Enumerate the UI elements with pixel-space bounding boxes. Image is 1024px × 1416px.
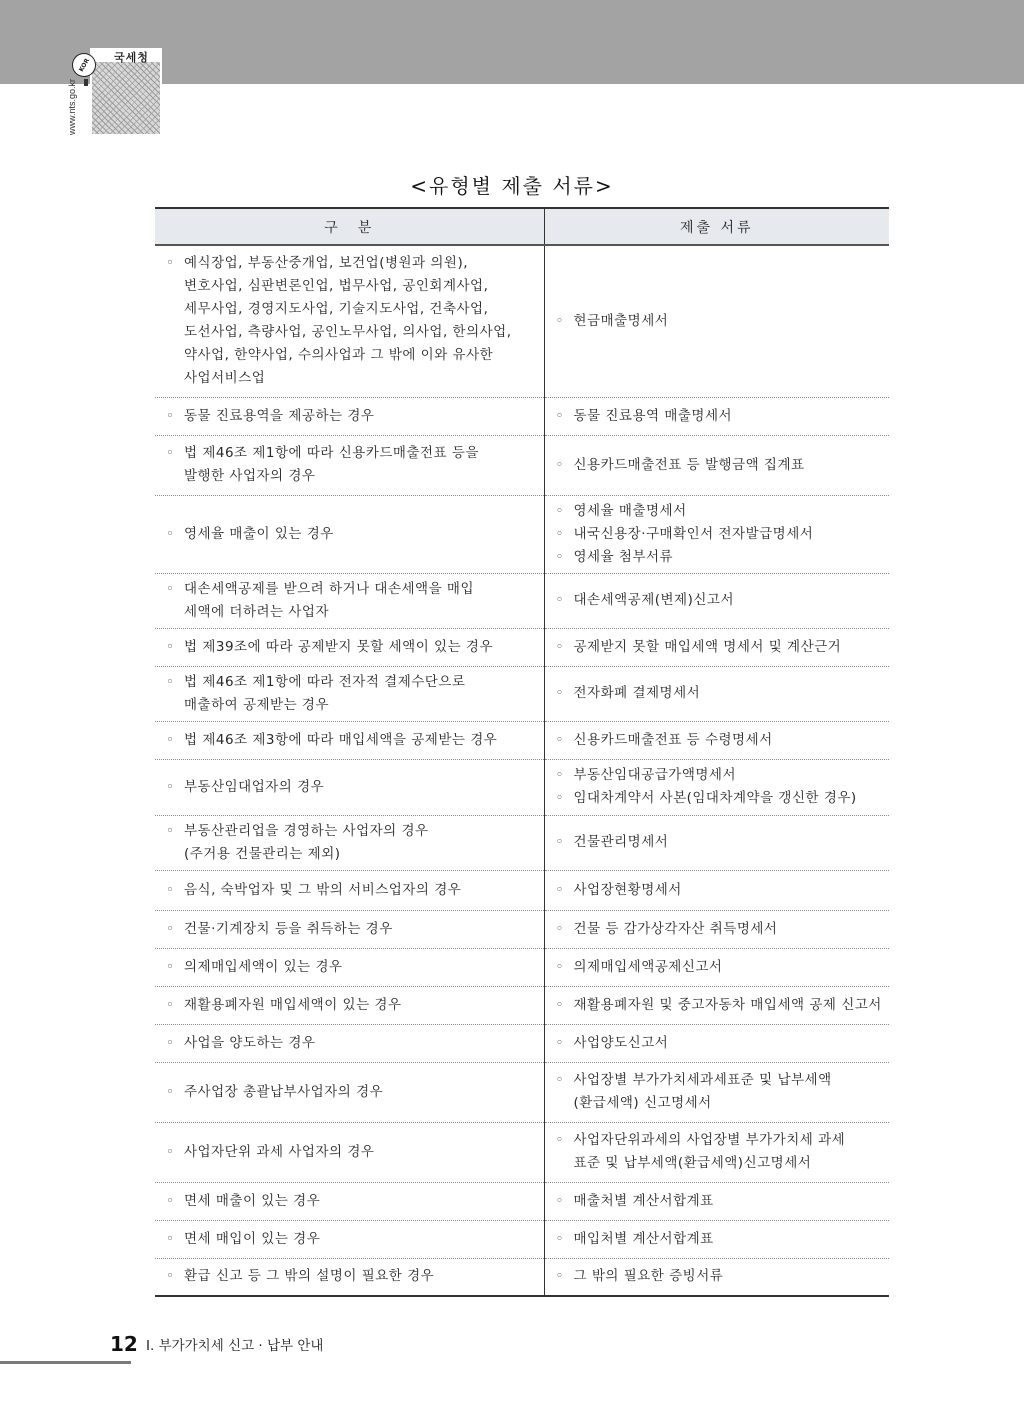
table-row [155,495,889,573]
bullet-icon: ◦ [555,790,564,806]
document-item [556,1265,886,1288]
category-line: 건물·기계장치 등을 취득하는 경우 [184,920,393,937]
document-line: 동물 진료용역 매출명세서 [573,407,733,424]
category-cell [155,1220,544,1258]
bullet-icon: ◦ [555,407,564,424]
table-row [155,948,889,986]
bullet-icon: ◦ [166,525,175,542]
bullet-icon: ◦ [166,673,175,690]
bullet-icon: ◦ [555,1132,564,1148]
category-item [166,1228,540,1251]
bullet-icon: ◦ [555,1268,564,1285]
category-line: (주거용 건물관리는 제외) [184,845,341,862]
table-row [155,573,889,628]
documents-cell [544,666,889,721]
table-row [155,721,889,759]
category-line: 법 제46조 제3항에 따라 매입세액을 공제받는 경우 [184,731,498,748]
document-line: 전자화폐 결제명세서 [573,685,701,701]
category-line: 약사업, 한약사업, 수의사업과 그 밖에 이와 유사한 [184,347,494,364]
document-line: 사업장별 부가가치세과세표준 및 납부세액 [573,1072,832,1088]
document-line: 표준 및 납부세액(환급세액)신고명세서 [573,1155,812,1171]
page-number: 12 [110,1332,138,1356]
table-title: <유형별 제출 서류> [410,174,614,198]
category-cell [155,666,544,721]
category-cell [155,435,544,495]
document-line: 신용카드매출전표 등 발행금액 집계표 [573,456,805,473]
category-cell [155,948,544,986]
column-header-category: 구 분 [155,208,544,245]
category-cell [155,495,544,573]
document-line: 재활용폐자원 및 중고자동차 매입세액 공제 신고서 [573,996,882,1013]
document-item [556,956,886,979]
documents-cell [544,815,889,870]
documents-cell [544,628,889,666]
column-header-documents: 제출 서류 [544,208,889,245]
bullet-icon: ◦ [166,1143,175,1160]
category-cell [155,815,544,870]
bullet-icon: ◦ [166,996,175,1013]
documents-cell [544,1122,889,1182]
documents-cell [544,1062,889,1122]
table-row [155,435,889,495]
document-item [556,729,886,752]
bullet-icon: ◦ [555,996,564,1013]
document-line: 매입처별 계산서합계표 [573,1230,714,1247]
bullet-icon: ◦ [166,1230,175,1247]
org-name: 국세청 [114,51,149,64]
bullet-icon: ◦ [166,920,175,937]
category-cell [155,759,544,815]
table-row [155,759,889,815]
documents-cell [544,986,889,1024]
document-line: 현금매출명세서 [573,312,669,329]
category-cell [155,1024,544,1062]
document-line: 사업양도신고서 [573,1034,669,1051]
bullet-icon: ◦ [555,958,564,975]
bullet-icon: ◦ [555,1034,564,1051]
bullet-icon: ◦ [166,255,175,272]
category-line: 주사업장 총괄납부사업자의 경우 [184,1083,384,1100]
category-line: 음식, 숙박업자 및 그 밖의 서비스업자의 경우 [184,881,462,898]
category-line: 부동산임대업자의 경우 [184,778,325,795]
document-item [556,500,886,523]
category-item [166,956,540,979]
table-row [155,986,889,1024]
table-row [155,1220,889,1258]
documents-cell [544,1220,889,1258]
bullet-icon: ◦ [555,548,564,565]
bullet-icon: ◦ [166,1034,175,1051]
bullet-icon: ◦ [166,822,175,839]
bullet-icon: ◦ [166,445,175,461]
category-item [166,918,540,941]
document-item [556,879,886,902]
qr-code-icon [92,62,160,134]
category-cell [155,397,544,435]
documents-cell [544,435,889,495]
document-item [556,636,886,659]
document-item [556,523,886,546]
documents-cell [544,573,889,628]
documents-cell [544,495,889,573]
category-cell [155,1122,544,1182]
category-line: 환급 신고 등 그 밖의 설명이 필요한 경우 [184,1268,435,1285]
bullet-icon: ◦ [166,1083,175,1100]
category-line: 법 제39조에 따라 공제받지 못할 세액이 있는 경우 [184,638,493,655]
documents-cell [544,910,889,948]
document-table [155,207,889,1297]
documents-cell [544,759,889,815]
category-item [166,879,540,902]
document-item [556,1228,886,1251]
category-line: 대손세액공제를 받으려 하거나 대손세액을 매입 [184,580,474,597]
category-item [166,994,540,1017]
category-cell [155,1062,544,1122]
category-line: 예식장업, 부동산중개업, 보건업(병원과 의원), [184,255,469,272]
bullet-icon: ◦ [555,767,564,783]
bullet-icon: ◦ [166,881,175,898]
bullet-icon: ◦ [555,881,564,898]
category-cell [155,1182,544,1220]
documents-cell [544,721,889,759]
category-item [166,636,540,659]
table-row [155,1062,889,1122]
document-line: 영세율 첨부서류 [573,548,674,565]
bullet-icon: ◦ [555,685,564,701]
table-row [155,1182,889,1220]
bullet-icon: ◦ [555,456,564,473]
category-item [166,820,540,866]
bullet-icon: ◦ [166,958,175,975]
document-item [556,546,886,569]
table-row [155,397,889,435]
bullet-icon: ◦ [166,778,175,795]
category-cell [155,910,544,948]
document-line: 사업장현황명세서 [573,881,682,898]
bullet-icon: ◦ [166,731,175,748]
document-item [556,454,886,477]
document-item [556,682,886,705]
documents-cell [544,1258,889,1296]
category-line: 사업을 양도하는 경우 [184,1034,316,1051]
category-item [166,523,540,546]
document-item [556,994,886,1017]
table-header-row [155,208,889,245]
bullet-icon: ◦ [555,731,564,748]
bullet-icon: ◦ [555,920,564,937]
category-line: 면세 매출이 있는 경우 [184,1192,321,1209]
table-row [155,1024,889,1062]
bullet-icon: ◦ [555,834,564,850]
bullet-icon: ◦ [166,1268,175,1285]
documents-cell [544,1182,889,1220]
document-line: 영세율 매출명세서 [573,502,687,519]
bullet-icon: ◦ [555,1230,564,1247]
document-line: 사업자단위과세의 사업장별 부가가치세 과세 [573,1132,846,1148]
document-item [556,787,886,810]
site-url: www.nts.go.kr [67,78,77,135]
category-item [166,1141,540,1164]
document-line: 내국신용장·구매확인서 전자발급명세서 [573,525,814,542]
category-line: 세액에 더하려는 사업자 [184,603,329,620]
category-cell [155,870,544,910]
category-line: 사업자단위 과세 사업자의 경우 [184,1143,375,1160]
category-line: 사업서비스업 [184,370,266,387]
document-line: 부동산임대공급가액명세서 [573,767,736,783]
category-item [166,1265,540,1288]
document-line: 그 밖의 필요한 증빙서류 [573,1268,724,1285]
category-cell [155,628,544,666]
document-item [556,1129,886,1175]
category-item [166,1032,540,1055]
documents-cell [544,245,889,397]
table-row [155,1122,889,1182]
bullet-icon: ◦ [555,1072,564,1088]
document-line: 매출처별 계산서합계표 [573,1192,714,1209]
category-item [166,442,540,488]
documents-cell [544,397,889,435]
table-row [155,910,889,948]
document-item [556,310,886,333]
document-item [556,1032,886,1055]
bullet-icon: ◦ [555,638,564,655]
category-item [166,776,540,799]
category-item [166,671,540,717]
category-line: 동물 진료용역을 제공하는 경우 [184,407,375,424]
bullet-icon: ◦ [166,580,175,597]
category-line: 면세 매입이 있는 경우 [184,1230,321,1247]
bullet-icon: ◦ [555,1192,564,1209]
table-row [155,815,889,870]
table-row [155,1258,889,1296]
document-line: 대손세액공제(변제)신고서 [573,592,734,608]
document-line: 공제받지 못할 매입세액 명세서 및 계산근거 [573,638,842,655]
document-item [556,1190,886,1213]
category-cell [155,986,544,1024]
document-line: 건물 등 감가상각자산 취득명세서 [573,920,778,937]
category-item [166,1081,540,1104]
category-line: 의제매입세액이 있는 경우 [184,958,343,975]
category-item [166,729,540,752]
bullet-icon: ◦ [166,1192,175,1209]
kor-badge-icon: KOR [68,49,101,82]
category-line: 법 제46조 제1항에 따라 전자적 결제수단으로 [184,673,466,690]
document-item [556,1069,886,1115]
category-item [166,1190,540,1213]
footer-rule [0,1361,131,1364]
category-line: 법 제46조 제1항에 따라 신용카드매출전표 등을 [184,445,479,461]
category-line: 변호사업, 심판변론인업, 법무사업, 공인회계사업, [184,278,489,295]
documents-cell [544,1024,889,1062]
category-cell [155,245,544,397]
document-line: 의제매입세액공제신고서 [573,958,723,975]
document-line: 임대차계약서 사본(임대차계약을 갱신한 경우) [573,790,857,806]
category-line: 매출하여 공제받는 경우 [184,696,329,713]
category-cell [155,721,544,759]
bullet-icon: ◦ [555,592,564,608]
document-item [556,589,886,612]
table-row [155,245,889,397]
document-item [556,918,886,941]
bullet-icon: ◦ [555,312,564,329]
kor-mark-icon [84,79,88,86]
category-item [166,405,540,428]
bullet-icon: ◦ [166,407,175,424]
table-row [155,628,889,666]
documents-cell [544,870,889,910]
category-item [166,252,540,390]
document-item [556,764,886,787]
category-line: 세무사업, 경영지도사업, 기술지도사업, 건축사업, [184,301,489,318]
table-row [155,666,889,721]
category-line: 부동산관리업을 경영하는 사업자의 경우 [184,822,429,839]
category-cell [155,1258,544,1296]
document-line: 신용카드매출전표 등 수령명세서 [573,731,773,748]
document-line: 건물관리명세서 [573,834,669,850]
category-line: 영세율 매출이 있는 경우 [184,525,334,542]
document-line: (환급세액) 신고명세서 [573,1095,712,1111]
category-line: 발행한 사업자의 경우 [184,468,316,484]
section-label: Ⅰ. 부가가치세 신고 · 납부 안내 [146,1338,324,1354]
document-item [556,831,886,854]
bullet-icon: ◦ [555,502,564,519]
table-row [155,870,889,910]
bullet-icon: ◦ [555,525,564,542]
category-item [166,578,540,624]
nts-logo [90,48,162,136]
document-item [556,405,886,428]
category-cell [155,573,544,628]
documents-cell [544,948,889,986]
category-line: 재활용폐자원 매입세액이 있는 경우 [184,996,402,1013]
bullet-icon: ◦ [166,638,175,655]
category-line: 도선사업, 측량사업, 공인노무사업, 의사업, 한의사업, [184,324,512,341]
